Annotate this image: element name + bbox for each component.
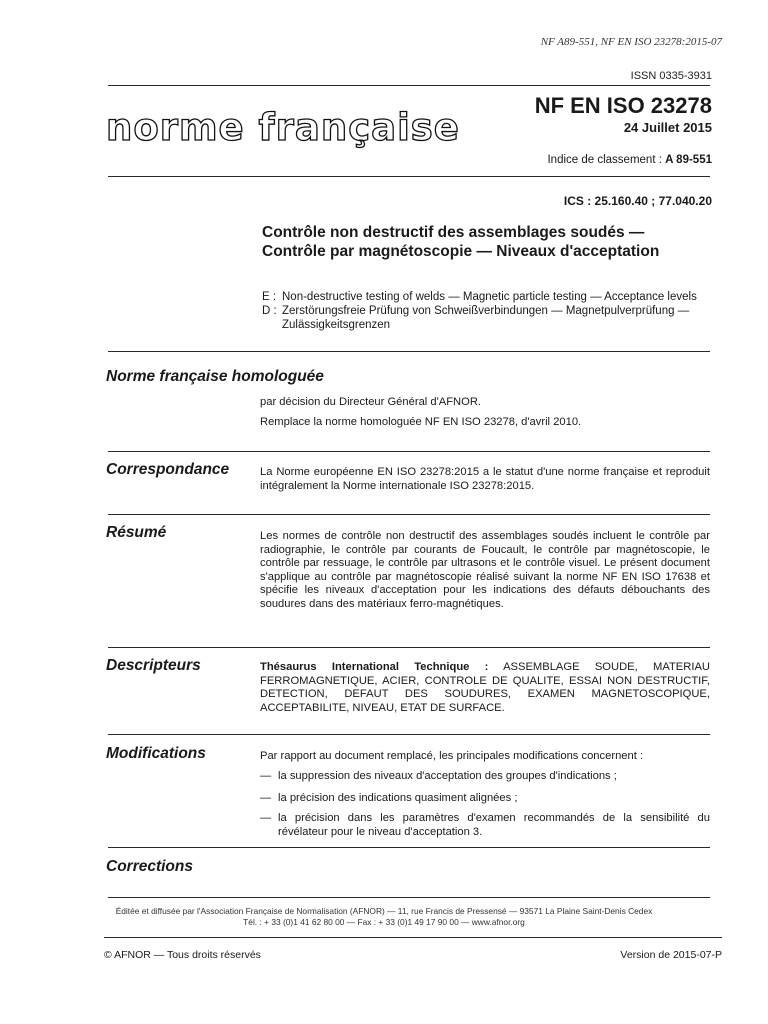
section-title-modifications: Modifications <box>106 745 206 762</box>
modification-text: la précision dans les paramètres d'examen recommandés de la sensibilité du révélateur pour le niveau d'acceptation 3. <box>278 812 710 838</box>
divider <box>108 847 710 848</box>
modification-text: la précision des indications quasiment alignées ; <box>278 792 518 804</box>
translated-titles <box>262 290 722 332</box>
standard-number: NF EN ISO 23278 <box>534 93 712 118</box>
issn: ISSN 0335-3931 <box>630 70 712 82</box>
divider <box>108 351 710 352</box>
brand-title: norme française <box>106 106 460 149</box>
section-title-descripteurs: Descripteurs <box>106 657 201 674</box>
section-title-corrections: Corrections <box>106 858 193 875</box>
modification-text: la suppression des niveaux d'acceptation des groupes d'indications ; <box>278 770 617 782</box>
correspondance-text: La Norme européenne EN ISO 23278:2015 a le statut d'une norme française et reproduit intégralement la Norme internationale ISO 23278:2015. <box>260 466 710 492</box>
translation-text: Non-destructive testing of welds — Magnetic particle testing — Acceptance levels <box>282 291 697 303</box>
homologuee-decision: par décision du Directeur Général d'AFNOR. <box>260 396 482 408</box>
classement-value: A 89-551 <box>665 154 712 166</box>
section-title-resume: Résumé <box>106 524 167 541</box>
language-code: E : <box>262 291 277 303</box>
divider <box>108 514 710 515</box>
divider <box>108 451 710 452</box>
publisher-contact: Tél. : + 33 (0)1 41 62 80 00 — Fax : + 33 (0)1 49 17 90 00 — www.afnor.org <box>243 917 525 927</box>
divider <box>104 937 722 938</box>
descripteurs-text <box>260 661 710 715</box>
translation-english <box>262 290 722 304</box>
document-title <box>262 223 722 261</box>
divider <box>108 897 710 898</box>
classement-label: Indice de classement : <box>547 154 662 166</box>
translation-text: Zerstörungsfreie Prüfung von Schweißverbindungen — Magnetpulverprüfung — Zulässigkeitsgrenzen <box>282 305 690 331</box>
document-reference: NF A89-551, NF EN ISO 23278:2015-07 <box>540 36 722 48</box>
title-line-2: Contrôle par magnétoscopie — Niveaux d'acceptation <box>262 243 660 260</box>
section-title-homologuee: Norme française homologuée <box>106 368 324 385</box>
publisher-address: Éditée et diffusée par l'Association Française de Normalisation (AFNOR) — 11, rue Francis de Pressensé — 93571 La Plaine Saint-Denis Cedex <box>115 906 653 916</box>
modifications-item: — la précision dans les paramètres d'examen recommandés de la sensibilité du révélateur pour le niveau d'acceptation 3. <box>260 812 710 838</box>
language-code: D : <box>262 305 277 317</box>
homologuee-replaces: Remplace la norme homologuée NF EN ISO 23278, d'avril 2010. <box>260 416 582 428</box>
version-label: Version de 2015-07-P <box>620 949 722 961</box>
publication-date: 24 Juillet 2015 <box>623 120 712 135</box>
ics-codes: ICS : 25.160.40 ; 77.040.20 <box>563 194 712 208</box>
section-title-correspondance: Correspondance <box>106 461 230 478</box>
translation-german <box>262 304 722 332</box>
divider <box>108 176 710 177</box>
modifications-intro: Par rapport au document remplacé, les principales modifications concernent : <box>260 750 644 762</box>
copyright-notice: © AFNOR — Tous droits réservés <box>104 949 261 961</box>
classement-index <box>547 154 712 166</box>
descripteurs-keywords: ASSEMBLAGE SOUDE, MATERIAU FERROMAGNETIQUE, ACIER, CONTROLE DE QUALITE, ESSAI NON DESTRUCTIF, DETECTION, DEFAUT DES SOUDURES, EXAMEN MAGNETOSCOPIQUE, ACCEPTABILITE, NIVEAU, ETAT DE SURFACE. <box>260 661 710 714</box>
descripteurs-lead: Thésaurus International Technique : <box>260 661 489 673</box>
title-line-1: Contrôle non destructif des assemblages soudés — <box>262 224 645 241</box>
modifications-item: — la précision des indications quasiment alignées ; <box>260 792 518 804</box>
resume-text: Les normes de contrôle non destructif des assemblages soudés incluent le contrôle par radiographie, le contrôle par courants de Foucault, le contrôle par magnétoscopie, le contrôle par ressuage, le contrôle par ultrasons et le contrôle visuel. Le présent document s'applique au contrôle par magnétoscopie réalisé suivant la norme NF EN ISO 17638 et spécifie les niveaux d'acceptation pour les indications des défauts débouchants des soudures dans des matériaux ferro-magnétiques. <box>260 530 710 610</box>
modifications-item: — la suppression des niveaux d'acceptation des groupes d'indications ; <box>260 770 617 782</box>
divider <box>108 647 710 648</box>
divider <box>108 734 710 735</box>
divider <box>108 85 710 86</box>
